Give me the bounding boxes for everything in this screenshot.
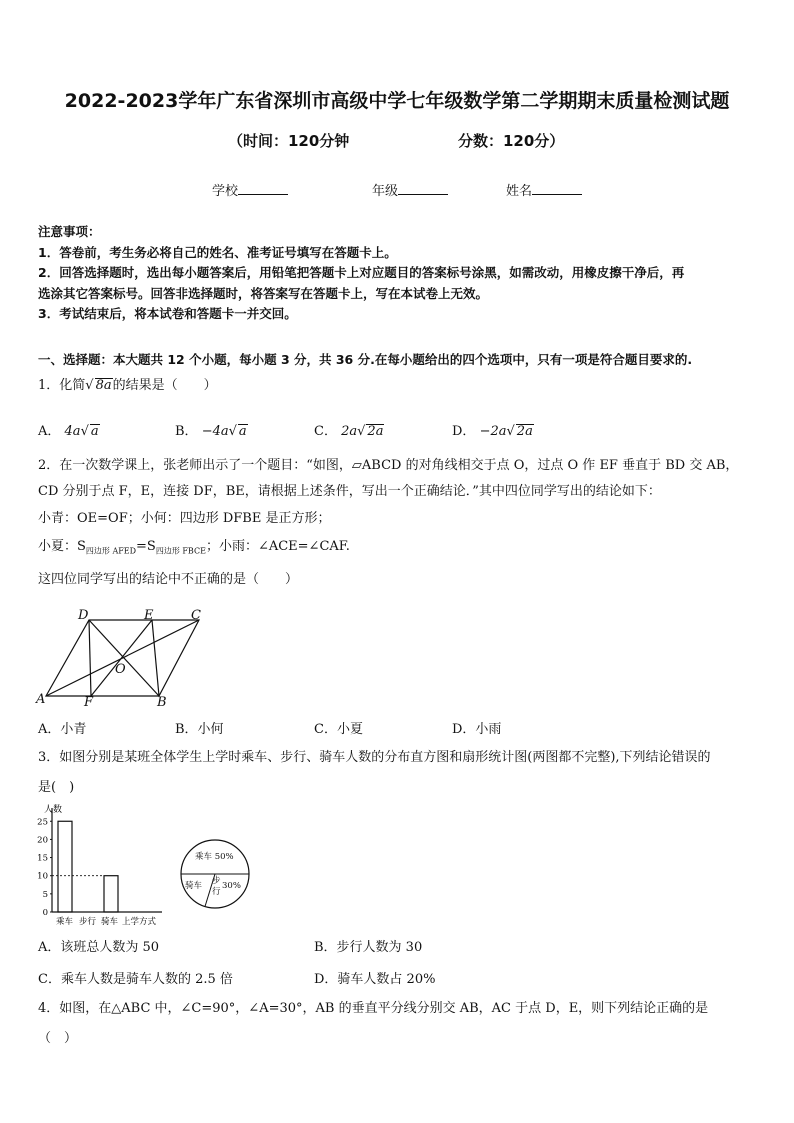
q1-option-d[interactable] xyxy=(452,420,534,439)
option-coef: 4a xyxy=(64,424,81,439)
category-label: 乘车 xyxy=(56,917,74,927)
option-coef: −2a xyxy=(479,424,507,439)
y-tick-label: 0 xyxy=(42,908,48,918)
note-item: 1．答卷前，考生务必将自己的姓名、准考证号填写在答题卡上。 xyxy=(38,244,397,260)
q2-line: 这四位同学写出的结论中不正确的是（ ） xyxy=(38,571,299,587)
q2-line: CD 分别于点 F，E，连接 DF，BE，请根据上述条件，写出一个正确结论．”其中四位同学写出的结论如下： xyxy=(38,484,661,499)
sqrt-expression: √ a xyxy=(80,424,99,439)
q4-line: 4．如图，在△ABC 中，∠C=90°，∠A=30°，AB 的垂直平分线分别交 AB，AC 于点 D，E，则下列结论正确的是 xyxy=(38,1001,709,1016)
y-tick-label: 5 xyxy=(42,889,48,900)
name-field xyxy=(506,180,582,199)
note-item: 选涂其它答案标号。回答非选择题时，将答案写在答题卡上，写在本试卷上无效。 xyxy=(38,285,489,301)
q3-line: 3．如图分别是某班全体学生上学时乘车、步行、骑车人数的分布直方图和扇形统计图(两图都不完整),下列结论错误的 xyxy=(38,750,711,765)
q1-stem: 1．化简 xyxy=(38,378,86,393)
option-coef: −4a xyxy=(201,424,229,439)
option-label: C． xyxy=(314,424,337,439)
section-heading: 一、选择题：本大题共 12 个小题，每小题 3 分，共 36 分.在每小题给出的四个选项中，只有一项是符合题目要求的. xyxy=(38,352,693,367)
exam-time: （时间：120分钟 xyxy=(228,132,350,150)
pie-slice-label: 骑车 xyxy=(185,881,203,891)
q1-radicand: 8a xyxy=(95,378,112,393)
y-tick-label: 20 xyxy=(37,835,48,846)
name-blank xyxy=(532,182,582,195)
q2-line: 小青：OE=OF；小何：四边形 DFBE 是正方形； xyxy=(38,511,331,526)
option-radicand: a xyxy=(238,424,247,439)
sqrt-expression: √ 2a xyxy=(357,424,384,439)
pie-slice-label: 行 xyxy=(212,887,221,897)
q2-line xyxy=(38,537,758,562)
category-label: 骑车 xyxy=(101,917,119,927)
sqrt-expression: √ 8a xyxy=(85,378,112,393)
option-label: A． xyxy=(38,424,61,439)
y-tick-label: 25 xyxy=(37,817,48,828)
label-d: D xyxy=(78,608,89,623)
q2-option-a[interactable]: A．小青 xyxy=(38,722,87,737)
option-coef: 2a xyxy=(341,424,358,439)
label-c: C xyxy=(191,608,201,623)
note-item: 3．考试结束后，将本试卷和答题卡一并交回。 xyxy=(38,306,297,321)
pie-slice-label: 乘车 50% xyxy=(195,852,234,862)
question-4 xyxy=(38,999,758,1049)
segment-be xyxy=(152,620,159,696)
segment-df xyxy=(89,620,91,696)
subscript: 四边形 FBCE xyxy=(155,546,206,556)
y-axis-label: 人数 xyxy=(44,805,63,815)
question-2 xyxy=(38,456,758,590)
subscript: 四边形 AFED xyxy=(85,546,137,556)
q4-line: （ ） xyxy=(38,1031,78,1046)
label-o: O xyxy=(115,662,126,677)
q2-option-b[interactable]: B．小何 xyxy=(175,722,224,737)
category-label: 步行 xyxy=(79,917,97,927)
q1-option-a[interactable] xyxy=(38,420,100,439)
bar xyxy=(104,876,118,912)
parallelogram-figure xyxy=(34,606,206,708)
name-label: 姓名 xyxy=(506,184,533,199)
q2-option-c[interactable]: C．小夏 xyxy=(314,722,363,737)
option-label: D． xyxy=(452,424,476,439)
q3-option-c[interactable]: C．乘车人数是骑车人数的 2.5 倍 xyxy=(38,972,233,987)
grade-field xyxy=(372,180,448,199)
q2-option-d[interactable]: D．小雨 xyxy=(452,722,502,737)
y-tick-label: 15 xyxy=(37,853,48,864)
q1-option-b[interactable] xyxy=(175,420,248,439)
label-e: E xyxy=(144,608,154,623)
text: ；小雨：∠ACE=∠CAF. xyxy=(205,539,350,554)
exam-score: 分数：120分） xyxy=(458,132,565,150)
label-b: B xyxy=(157,695,167,708)
y-tick-label: 10 xyxy=(37,871,48,882)
sqrt-expression: √ a xyxy=(228,424,247,439)
q3-option-b[interactable]: B．步行人数为 30 xyxy=(314,940,423,955)
question-1 xyxy=(38,376,217,396)
x-axis-label: 上学方式 xyxy=(122,917,157,927)
school-field xyxy=(212,180,288,199)
bar xyxy=(58,821,72,912)
notes-block xyxy=(38,222,758,325)
pie-slice-label: 30% xyxy=(222,881,241,891)
label-a: A xyxy=(36,692,46,707)
text: 小夏：S xyxy=(38,539,86,554)
pie-chart xyxy=(178,838,254,910)
pie-slice-label: 步 xyxy=(212,876,221,886)
q3-option-d[interactable]: D．骑车人数占 20% xyxy=(314,972,436,987)
q1-stem-end: 的结果是（ ） xyxy=(112,378,217,393)
school-label: 学校 xyxy=(212,184,239,199)
page-title: 2022-2023学年广东省深圳市高级中学七年级数学第二学期期末质量检测试题 xyxy=(64,90,730,112)
bar-chart xyxy=(30,802,180,928)
diagonal-ac xyxy=(46,620,199,696)
option-radicand: 2a xyxy=(367,424,384,439)
option-radicand: a xyxy=(90,424,99,439)
sqrt-expression: √ 2a xyxy=(506,424,533,439)
school-blank xyxy=(238,182,288,195)
q3-option-a[interactable]: A．该班总人数为 50 xyxy=(38,940,160,955)
notes-heading: 注意事项： xyxy=(38,224,101,239)
label-f: F xyxy=(84,695,94,708)
question-3 xyxy=(38,748,758,798)
option-label: B． xyxy=(175,424,198,439)
text: =S xyxy=(136,539,156,554)
option-radicand: 2a xyxy=(516,424,533,439)
note-item: 2．回答选择题时，选出每小题答案后，用铅笔把答题卡上对应题目的答案标号涂黑，如需改动，用橡皮擦干净后，再 xyxy=(38,265,685,280)
q3-line: 是( ) xyxy=(38,780,75,795)
q2-line: 2．在一次数学课上，张老师出示了一个题目：“如图，▱ABCD 的对角线相交于点 O，过点 O 作 EF 垂直于 BD 交 AB， xyxy=(38,458,739,473)
grade-blank xyxy=(398,182,448,195)
q1-option-c[interactable] xyxy=(314,420,384,439)
grade-label: 年级 xyxy=(372,184,399,199)
